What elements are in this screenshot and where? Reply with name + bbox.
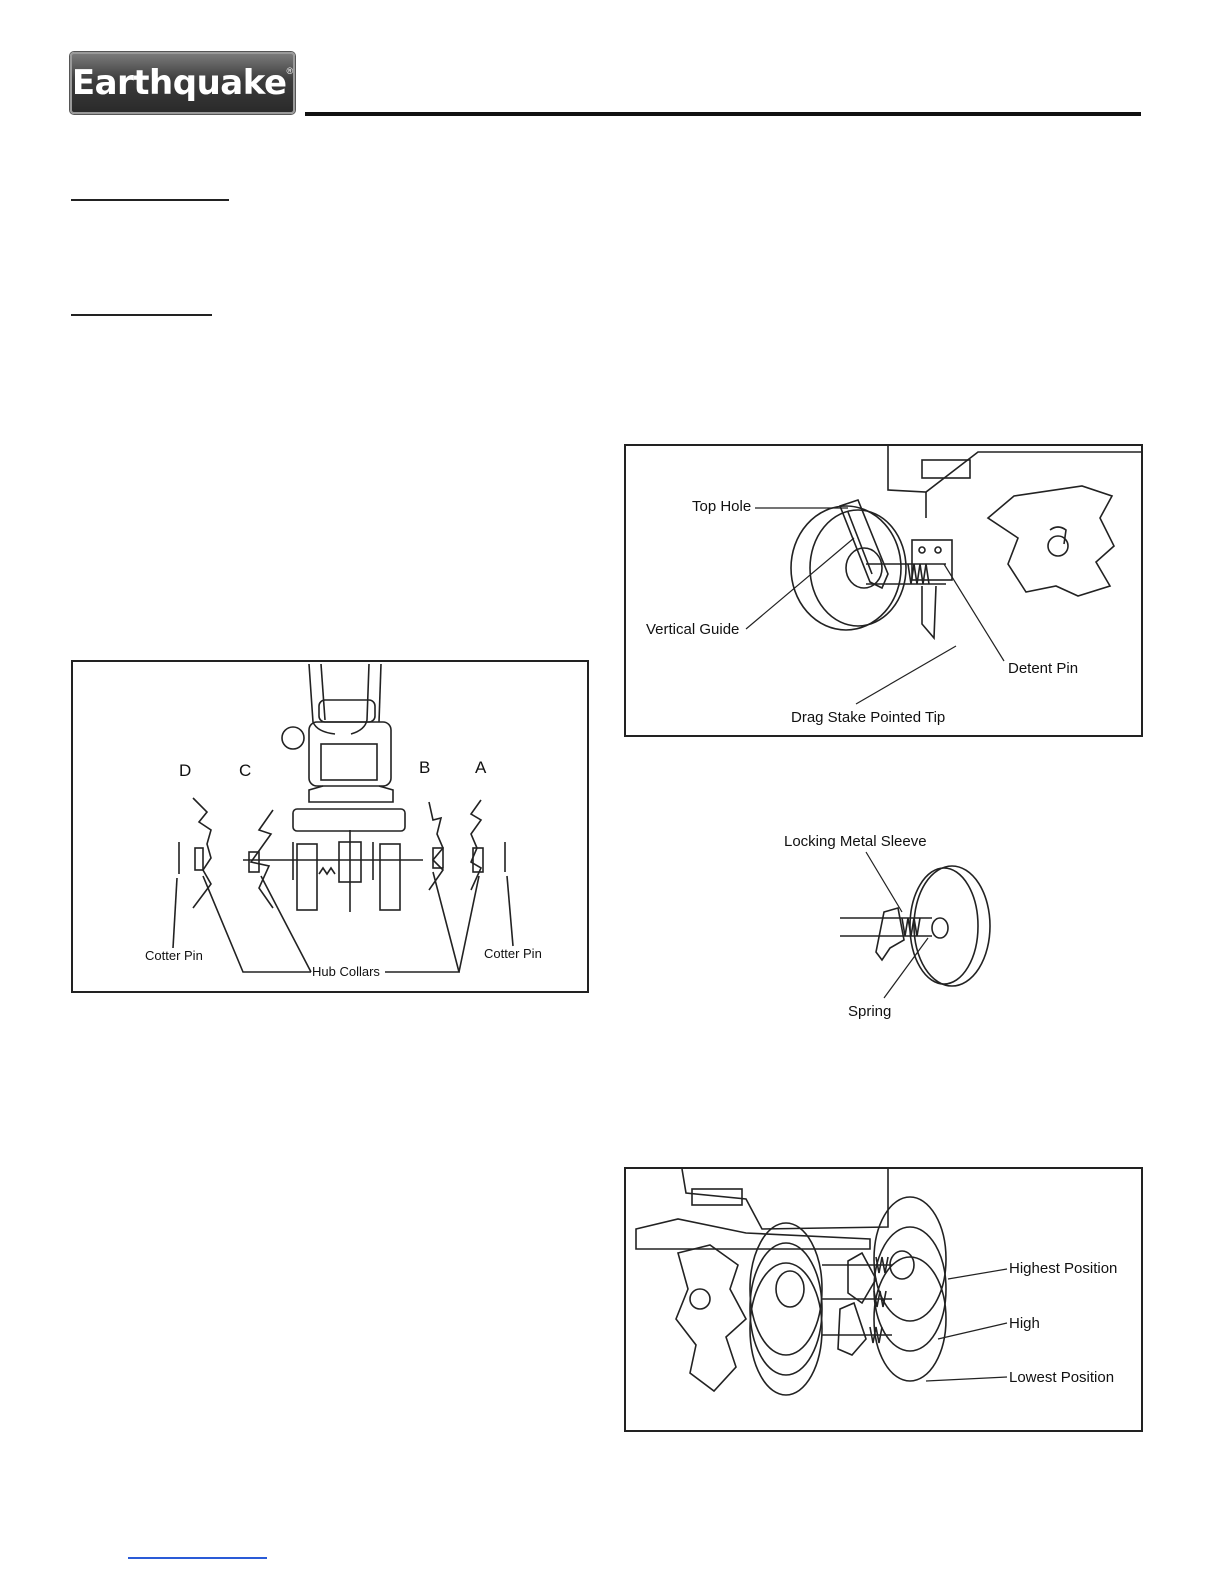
lowest-position-label: Lowest Position [1009,1369,1115,1386]
top-hole-label: Top Hole [692,498,752,515]
detent-pin-label: Detent Pin [1008,660,1079,677]
wheel-positions-figure [624,1167,1143,1432]
vertical-guide-label: Vertical Guide [646,621,740,638]
tine-assembly-figure [71,660,589,993]
drag-stake-pointed-tip-label: Drag Stake Pointed Tip [791,709,946,726]
cotter-pin-left-label: Cotter Pin [145,948,203,963]
tine-label-a: A [475,758,487,777]
logo-registered-mark: ® [286,66,294,76]
hub-collars-label: Hub Collars [312,964,380,979]
tine-label-c: C [239,761,252,780]
drag-stake-drawing [626,446,1141,735]
high-position-label: High [1009,1315,1040,1332]
tine-label-b: B [419,758,431,777]
logo-text: Earthquake [71,63,287,103]
locking-sleeve-drawing [780,830,1010,1025]
drag-stake-figure [624,444,1143,737]
tine-label-d: D [179,761,192,780]
highest-position-label: Highest Position [1009,1260,1118,1277]
cotter-pin-right-label: Cotter Pin [484,946,542,961]
header-rule [305,112,1141,116]
spring-label: Spring [848,1003,892,1020]
wheel-positions-drawing [626,1169,1141,1430]
section-heading-underline-1 [71,199,229,201]
locking-sleeve-figure [780,830,1010,1025]
earthquake-logo [70,52,295,114]
footer-link-underline[interactable] [128,1557,267,1559]
tine-assembly-drawing [73,662,587,991]
section-heading-underline-2 [71,314,212,316]
locking-metal-sleeve-label: Locking Metal Sleeve [784,833,927,850]
